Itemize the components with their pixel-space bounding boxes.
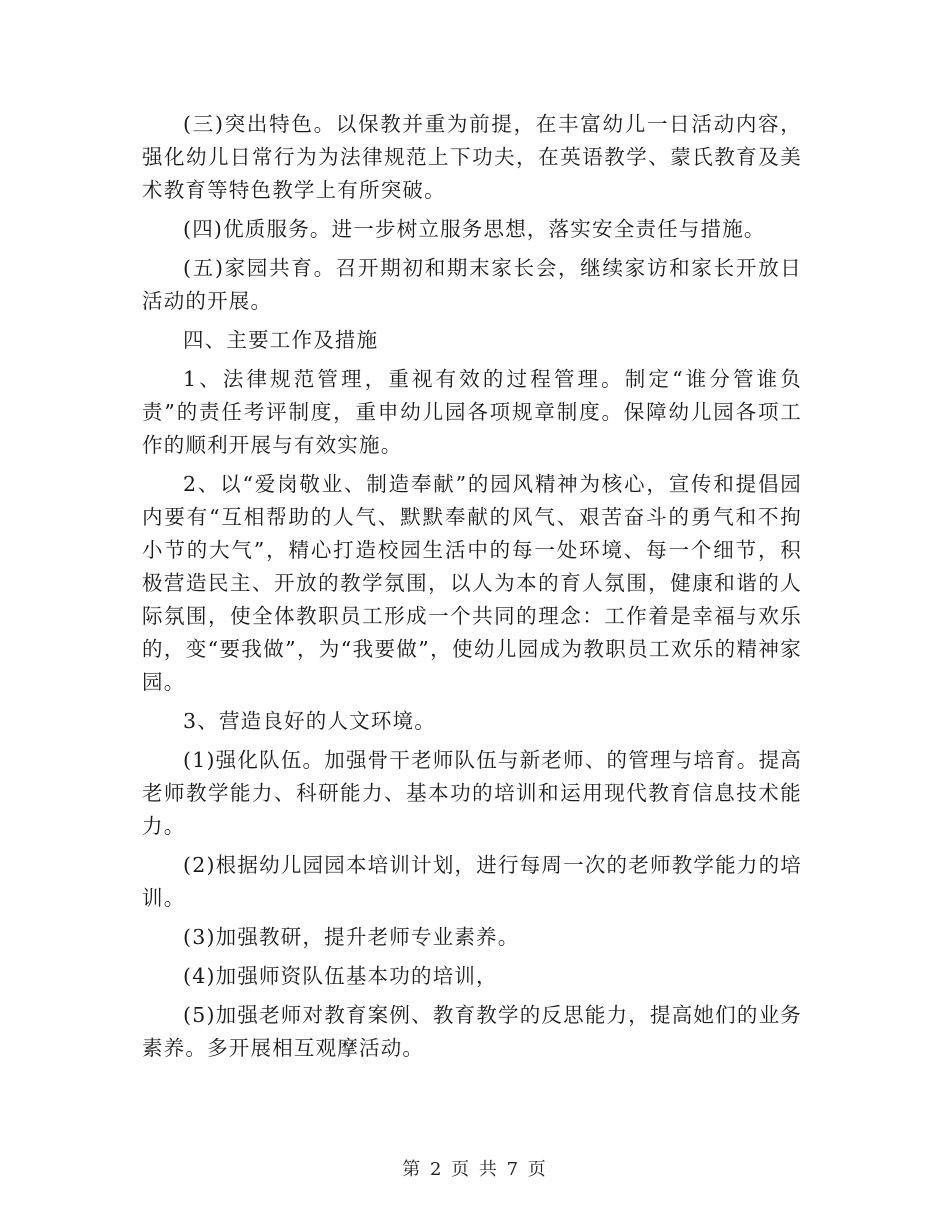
paragraph-item-1: 1、法律规范管理，重视有效的过程管理。制定“谁分管谁负责”的责任考评制度，重申幼儿园各项规章制度。保障幼儿园各项工作的顺利开展与有效实施。 (142, 367, 802, 457)
paragraph-subitem-3: (3)加强教研，提升老师专业素养。 (183, 925, 520, 949)
paragraph-subitem-1: (1)强化队伍。加强骨干老师队伍与新老师、的管理与培育。提高老师教学能力、科研能力、基本功的培训和运用现代教育信息技术能力。 (142, 748, 802, 838)
paragraph-section-5: (五)家园共育。召开期初和期末家长会，继续家访和家长开放日活动的开展。 (142, 256, 802, 313)
paragraph-item-2: 2、以“爱岗敬业、制造奉献”的园风精神为核心，宣传和提倡园内要有“互相帮助的人气、默默奉献的风气、艰苦奋斗的勇气和不拘小节的大气”，精心打造校园生活中的每一处环境、每一个细节，积极营造民主、开放的教学氛围，以人为本的育人氛围，健康和谐的人际氛围，使全体教职员工形成一个共同的理念：工作着是幸福与欢乐的，变“要我做”，为“我要做”，使幼儿园成为教职员工欢乐的精神家园。 (142, 472, 802, 694)
paragraph-subitem-2: (2)根据幼儿园园本培训计划，进行每周一次的老师教学能力的培训。 (142, 853, 802, 910)
paragraph-subitem-5: (5)加强老师对教育案例、教育教学的反思能力，提高她们的业务素养。多开展相互观摩活动。 (142, 1003, 802, 1060)
section-heading: 四、主要工作及措施 (183, 328, 379, 352)
paragraph-item-3: 3、营造良好的人文环境。 (183, 709, 436, 733)
paragraph-subitem-4: (4)加强师资队伍基本功的培训， (183, 964, 498, 988)
document-body (142, 108, 802, 1071)
paragraph-section-3: (三)突出特色。以保教并重为前提，在丰富幼儿一日活动内容，强化幼儿日常行为为法律规范上下功夫，在英语教学、蒙氏教育及美术教育等特色教学上有所突破。 (142, 112, 802, 202)
page-number-footer: 第 2 页 共 7 页 (402, 1159, 548, 1180)
paragraph-section-4: (四)优质服务。进一步树立服务思想，落实安全责任与措施。 (183, 217, 766, 241)
